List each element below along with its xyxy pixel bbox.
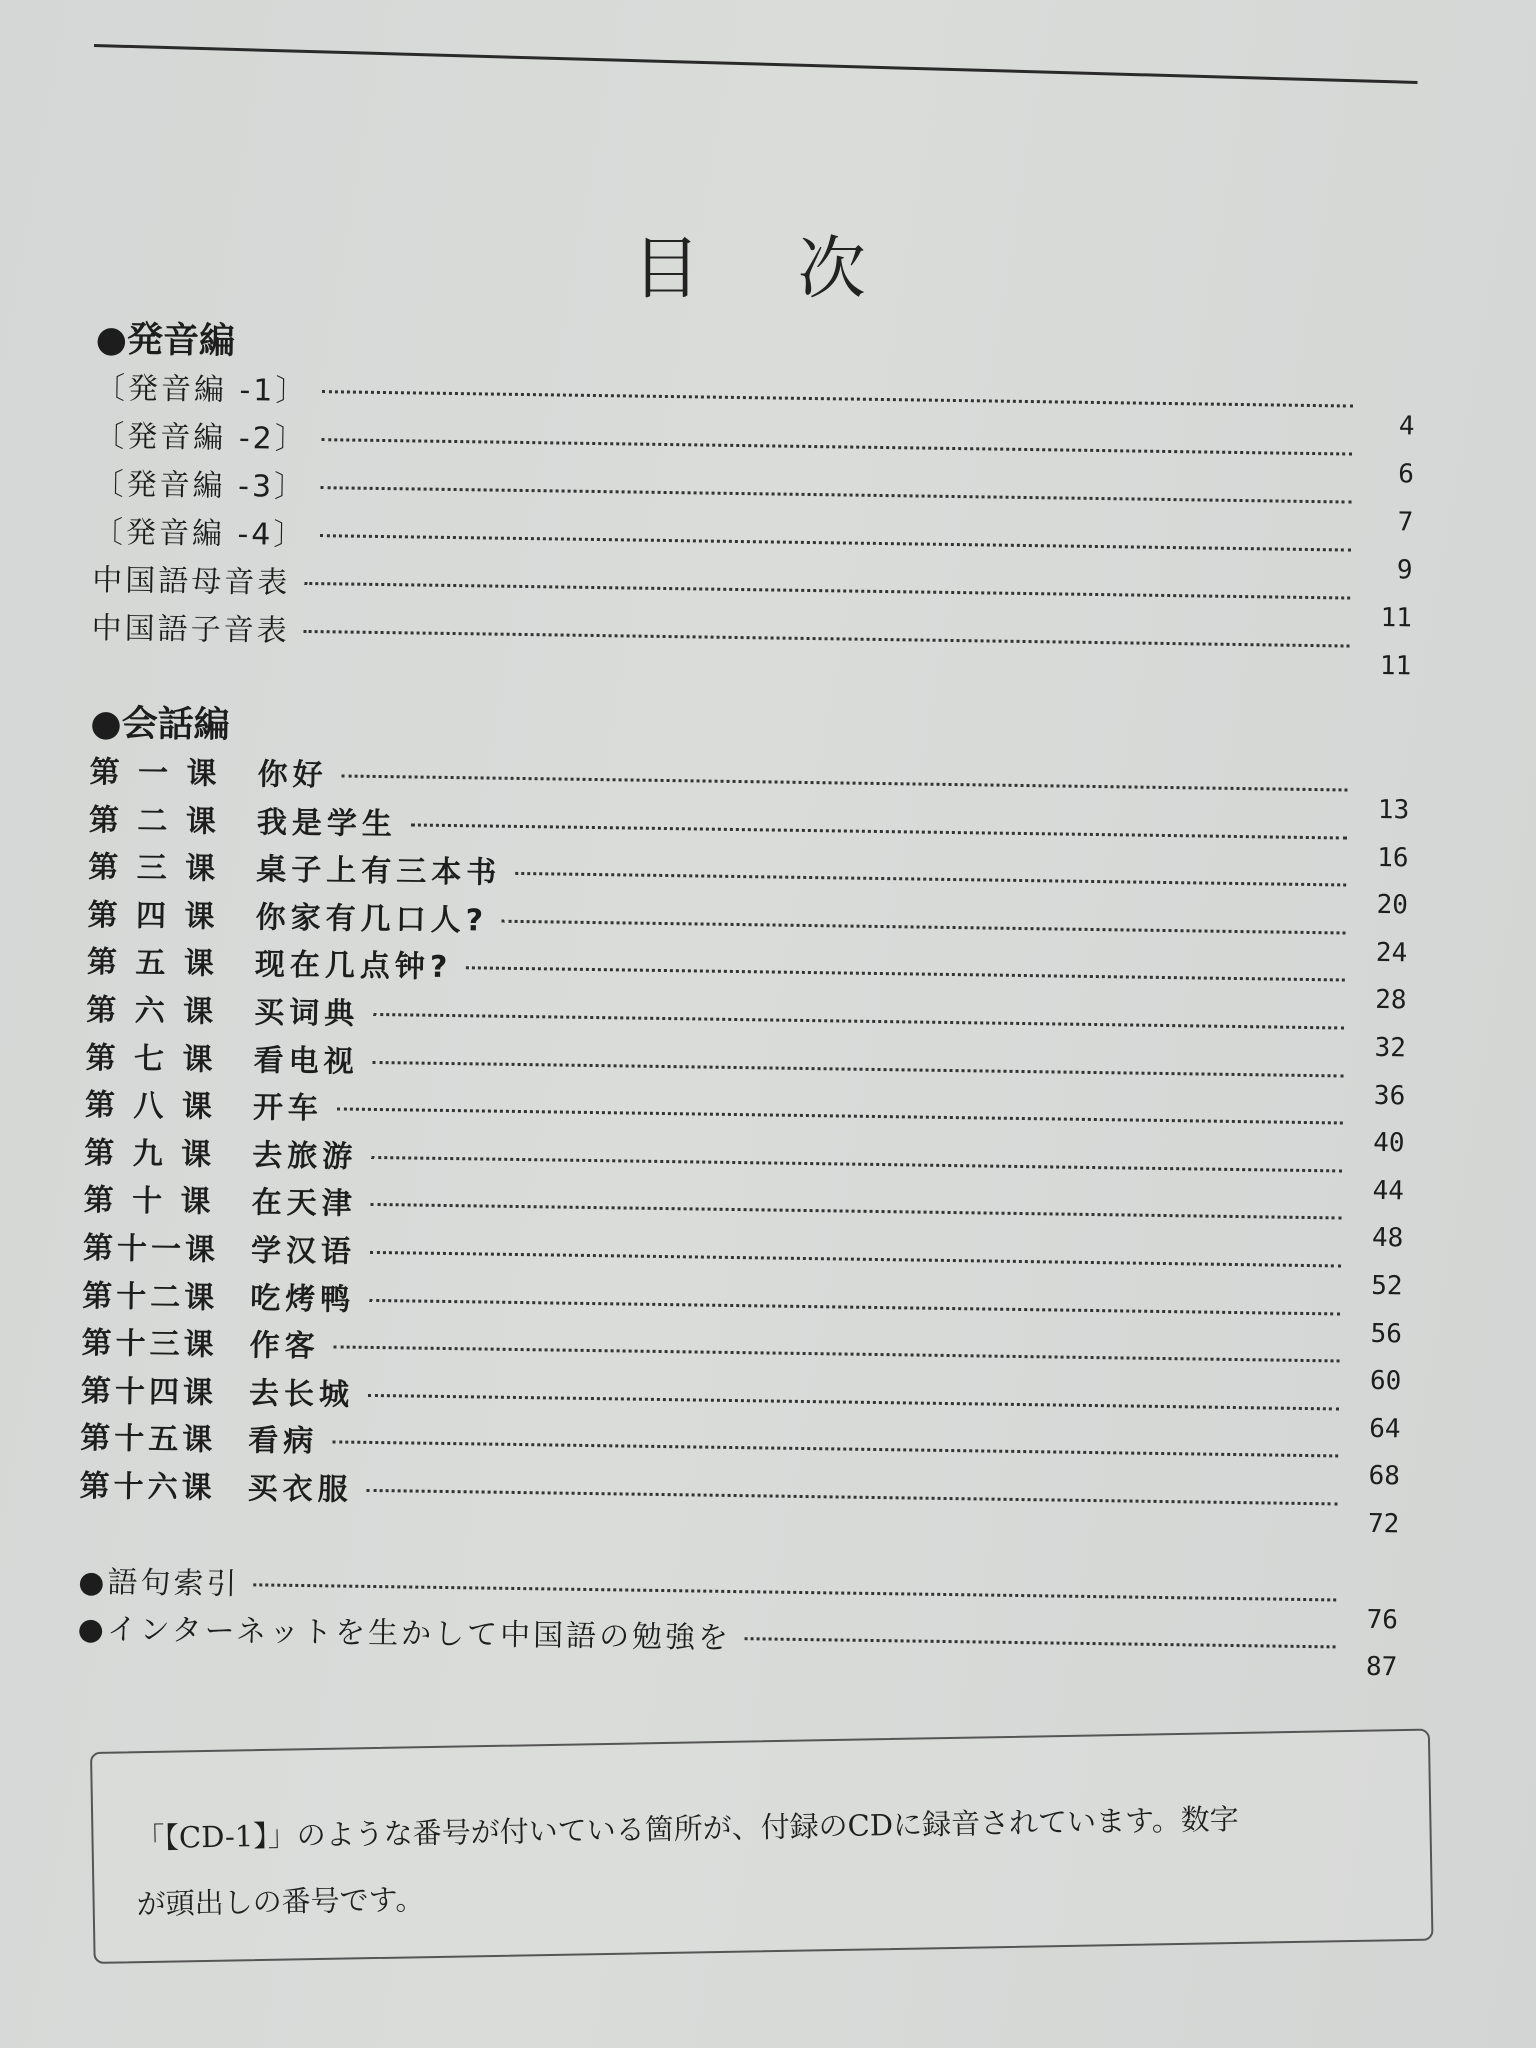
cd-note-box — [90, 1729, 1433, 1964]
page-number: 36 — [1373, 1080, 1406, 1111]
dot-leader — [515, 872, 1346, 887]
lesson-number: 第 五 课 — [86, 945, 219, 983]
lesson-number: 第十四课 — [80, 1373, 218, 1411]
lesson-number: 第十三课 — [81, 1326, 218, 1363]
lesson-number: 第十六课 — [79, 1468, 216, 1506]
dot-leader — [745, 1637, 1335, 1648]
dot-leader — [466, 967, 1345, 982]
dot-leader — [367, 1489, 1338, 1506]
extras-section — [77, 1558, 1399, 1683]
entry-label: 〔発音編 -3〕 — [93, 466, 308, 505]
page-number: 13 — [1377, 794, 1410, 826]
dot-leader — [369, 1298, 1340, 1315]
lesson-number: 第 八 课 — [84, 1088, 217, 1125]
lesson-title: 你好 — [257, 757, 328, 794]
page-number: 7 — [1397, 507, 1414, 538]
dot-leader — [373, 1060, 1344, 1077]
page-number: 76 — [1366, 1604, 1399, 1635]
page-number: 6 — [1398, 459, 1415, 490]
dot-leader — [368, 1394, 1339, 1411]
page-number: 48 — [1371, 1223, 1404, 1254]
section-heading: ●会話編 — [90, 702, 230, 746]
pronunciation-section — [91, 315, 1416, 682]
page-number: 44 — [1372, 1175, 1405, 1207]
lesson-title: 吃烤鸭 — [250, 1280, 356, 1318]
conversation-section — [79, 699, 1410, 1540]
entry-label: 〔発音編 -4〕 — [92, 514, 307, 553]
page-number: 60 — [1369, 1366, 1402, 1397]
lesson-number: 第 七 课 — [85, 1040, 217, 1078]
page-number: 72 — [1367, 1508, 1400, 1540]
lesson-title: 我是学生 — [256, 804, 398, 842]
page-number: 16 — [1377, 842, 1409, 873]
page-number: 11 — [1380, 602, 1413, 634]
page-number: 4 — [1398, 411, 1415, 442]
entry-label: 〔発音編 -2〕 — [94, 418, 308, 457]
lesson-title: 开车 — [252, 1090, 324, 1127]
page-number: 87 — [1365, 1651, 1398, 1683]
dot-leader — [370, 1251, 1341, 1268]
dot-leader — [322, 438, 1352, 455]
page-number: 20 — [1376, 890, 1409, 921]
lesson-title: 去旅游 — [252, 1138, 358, 1175]
section-heading: ●発音編 — [95, 318, 236, 362]
dot-leader — [373, 1013, 1344, 1030]
lesson-number: 第十二课 — [82, 1278, 219, 1316]
entry-label: ●語句索引 — [78, 1564, 240, 1602]
dot-leader — [334, 1346, 1340, 1363]
dot-leader — [371, 1156, 1342, 1173]
page-number: 9 — [1396, 555, 1413, 586]
lesson-number: 第十五课 — [80, 1421, 217, 1459]
page-number: 24 — [1375, 937, 1408, 969]
dot-leader — [322, 390, 1352, 407]
lesson-number: 第 四 课 — [87, 897, 219, 935]
page-number: 52 — [1371, 1270, 1403, 1302]
dot-leader — [332, 1441, 1338, 1458]
lesson-number: 第 十 课 — [83, 1183, 215, 1221]
table-of-contents — [77, 315, 1416, 1683]
dot-leader — [342, 774, 1348, 791]
lesson-title: 桌子上有三本书 — [256, 852, 502, 891]
lesson-title: 在天津 — [251, 1185, 357, 1223]
lesson-title: 看电视 — [253, 1042, 359, 1080]
lesson-title: 你家有几口人? — [255, 900, 489, 939]
page-number: 64 — [1369, 1413, 1401, 1445]
page-number: 11 — [1379, 650, 1412, 682]
page-title: 目 次 — [632, 230, 904, 309]
lesson-number: 第 九 课 — [84, 1135, 216, 1173]
dot-leader — [371, 1203, 1342, 1220]
entry-label: 〔発音編 -1〕 — [94, 370, 309, 409]
lesson-number: 第 一 课 — [89, 754, 221, 792]
lesson-title: 现在几点钟? — [254, 947, 453, 986]
dot-leader — [502, 920, 1346, 935]
header-rule — [94, 44, 1418, 84]
page-number: 68 — [1368, 1461, 1401, 1492]
page-number: 32 — [1374, 1032, 1407, 1064]
lesson-number: 第 六 课 — [86, 992, 218, 1030]
lesson-title: 作客 — [249, 1328, 320, 1365]
note-line: 「【CD-1】」のような番号が付いている箇所が、付録のCDに録音されています。数字 — [135, 1801, 1239, 1856]
page-number: 28 — [1375, 985, 1407, 1016]
lesson-number: 第十一课 — [82, 1230, 220, 1268]
lesson-title: 买词典 — [254, 995, 360, 1032]
lesson-number: 第 二 课 — [88, 802, 221, 840]
lesson-title: 学汉语 — [250, 1233, 357, 1270]
entry-label: 中国語子音表 — [91, 610, 290, 649]
dot-leader — [320, 534, 1350, 551]
dot-leader — [337, 1108, 1343, 1125]
lesson-title: 买衣服 — [247, 1471, 353, 1508]
dot-leader — [304, 582, 1350, 600]
dot-leader — [253, 1583, 1336, 1601]
dot-leader — [411, 823, 1347, 839]
page-number: 40 — [1373, 1128, 1405, 1159]
lesson-title: 去长城 — [248, 1375, 355, 1413]
dot-leader — [304, 630, 1350, 648]
note-line: が頭出しの番号です。 — [136, 1882, 425, 1922]
lesson-number: 第 三 课 — [88, 850, 220, 887]
entry-label: ●インターネットを生かして中国語の勉強を — [77, 1611, 732, 1656]
entry-label: 中国語母音表 — [92, 562, 291, 601]
dot-leader — [321, 486, 1351, 503]
cd-note-text — [135, 1783, 1397, 1937]
page-number: 56 — [1370, 1318, 1403, 1349]
lesson-title: 看病 — [248, 1423, 319, 1460]
